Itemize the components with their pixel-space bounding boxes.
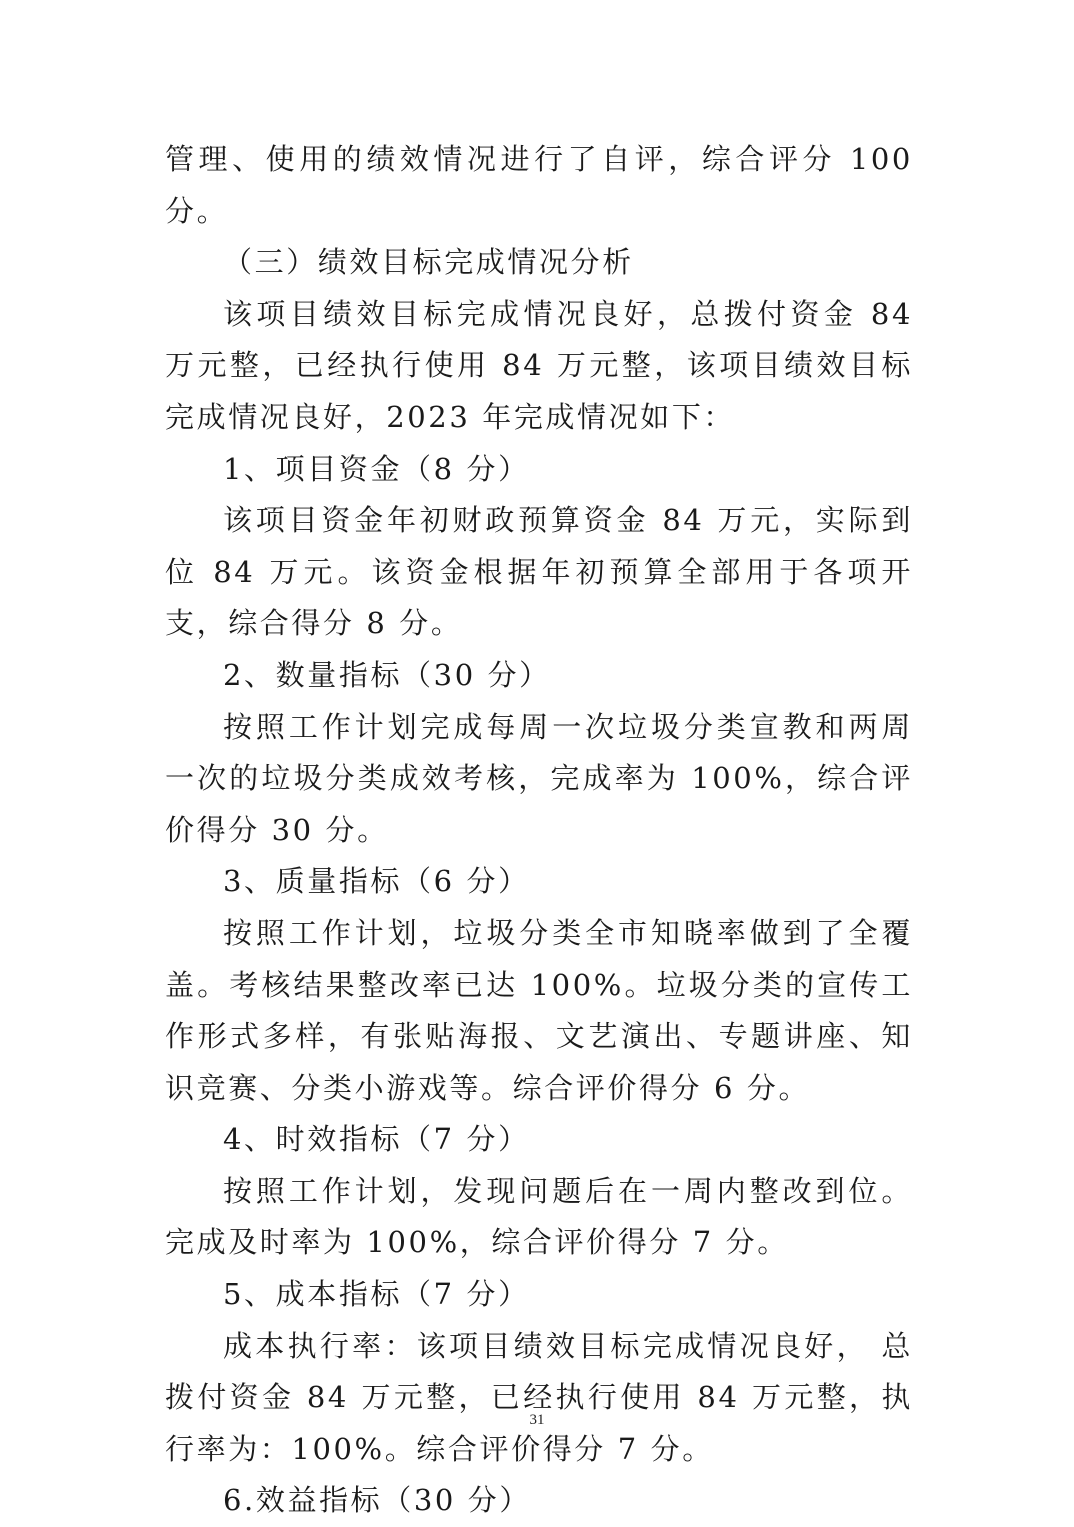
subsection-heading: 5、成本指标（7 分） [223,1277,530,1312]
body-paragraph: 管理、使用的绩效情况进行了自评，综合评分 100 分。 [165,142,913,228]
page-number: 31 [529,1412,545,1428]
subsection-heading: 2、数量指标（30 分） [223,657,551,692]
body-paragraph: 该项目绩效目标完成情况良好，总拨付资金 84 万元整，已经执行使用 84 万元整，该项目绩效目标完成情况良好，2023 年完成情况如下： [165,296,913,434]
body-paragraph: 成本执行率：该项目绩效目标完成情况良好， 总拨付资金 84 万元整，已经执行使用 84 万元整，执行率为：100%。综合评价得分 7 分。 [165,1328,913,1466]
subsection-heading: 6.效益指标（30 分） [223,1483,531,1518]
section-heading: （三）绩效目标完成情况分析 [223,245,634,280]
document-body [165,134,913,1527]
body-paragraph: 该项目资金年初财政预算资金 84 万元，实际到位 84 万元。该资金根据年初预算全部用于各项开支，综合得分 8 分。 [165,503,913,641]
subsection-heading: 3、质量指标（6 分） [223,864,530,899]
subsection-heading: 1、项目资金（8 分） [223,451,530,486]
subsection-heading: 4、时效指标（7 分） [223,1122,530,1157]
body-paragraph: 按照工作计划，发现问题后在一周内整改到位。完成及时率为 100%，综合评价得分 7 分。 [165,1173,913,1260]
body-paragraph: 按照工作计划完成每周一次垃圾分类宣教和两周一次的垃圾分类成效考核，完成率为 100%，综合评价得分 30 分。 [165,709,913,847]
body-paragraph: 按照工作计划，垃圾分类全市知晓率做到了全覆盖。考核结果整改率已达 100%。垃圾分类的宣传工作形式多样，有张贴海报、文艺演出、专题讲座、知识竞赛、分类小游戏等。综合评价得分 6 分。 [165,915,913,1105]
